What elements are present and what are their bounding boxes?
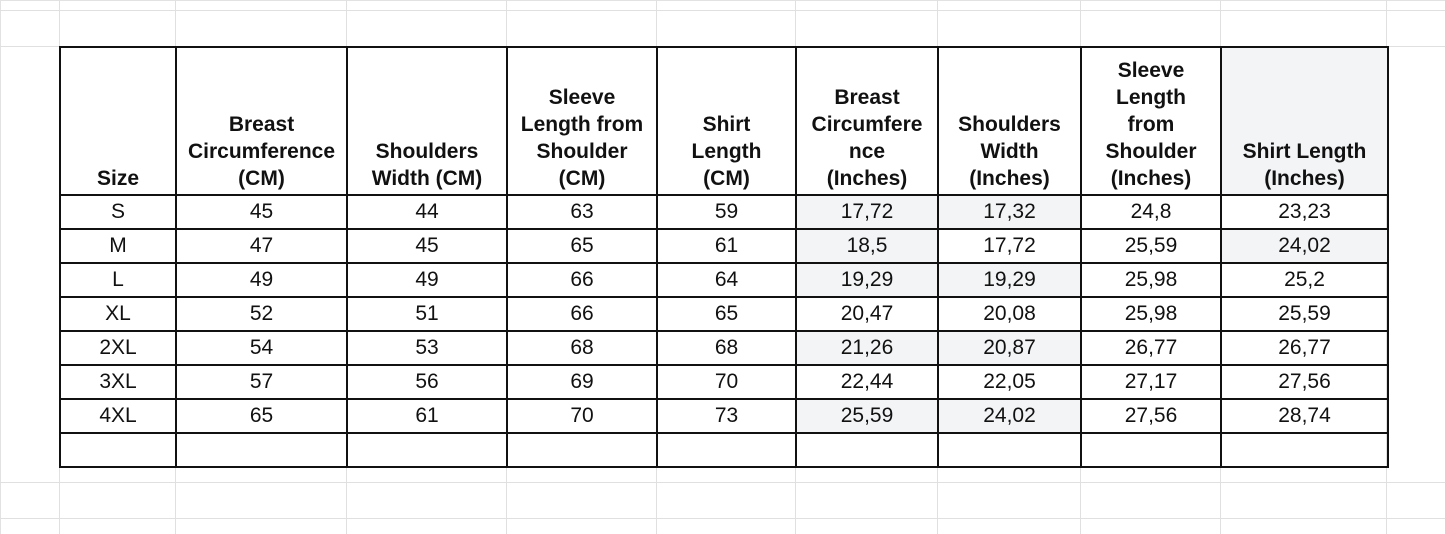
table-row [60,365,1388,399]
header-shirt-length-inches[interactable]: Shirt Length (Inches) [1221,47,1388,195]
table-row [60,433,1388,467]
table-cell[interactable]: 70 [657,365,796,399]
header-breast-cm[interactable]: Breast Circumference (CM) [176,47,347,195]
table-cell[interactable]: 23,23 [1221,195,1388,229]
table-cell[interactable]: 65 [507,229,657,263]
table-cell[interactable]: 2XL [60,331,176,365]
table-cell[interactable]: S [60,195,176,229]
table-cell[interactable]: 51 [347,297,507,331]
table-cell[interactable] [1221,433,1388,467]
table-cell[interactable]: 22,05 [938,365,1081,399]
table-cell[interactable] [347,433,507,467]
table-cell[interactable]: 61 [657,229,796,263]
table-cell[interactable]: 27,56 [1221,365,1388,399]
table-cell[interactable] [176,433,347,467]
header-size[interactable]: Size [60,47,176,195]
gridline [0,482,1445,483]
table-row [60,195,1388,229]
table-cell[interactable]: 20,47 [796,297,938,331]
table-cell[interactable]: 68 [507,331,657,365]
table-cell[interactable]: 25,59 [796,399,938,433]
table-cell[interactable]: 24,02 [938,399,1081,433]
table-cell[interactable]: 49 [347,263,507,297]
table-cell[interactable]: 68 [657,331,796,365]
size-chart-table [59,46,1389,468]
table-cell[interactable] [1081,433,1221,467]
table-cell[interactable]: 65 [176,399,347,433]
table-cell[interactable]: 19,29 [938,263,1081,297]
gridline [0,10,1445,11]
table-cell[interactable]: 17,32 [938,195,1081,229]
table-row [60,297,1388,331]
header-shoulders-inches[interactable]: Shoulders Width (Inches) [938,47,1081,195]
table-cell[interactable]: 53 [347,331,507,365]
header-shoulders-cm[interactable]: Shoulders Width (CM) [347,47,507,195]
table-cell[interactable]: M [60,229,176,263]
header-breast-inches[interactable]: Breast Circumfere nce (Inches) [796,47,938,195]
table-cell[interactable]: 47 [176,229,347,263]
header-shirt-length-cm[interactable]: Shirt Length (CM) [657,47,796,195]
table-cell[interactable]: 28,74 [1221,399,1388,433]
table-cell[interactable]: 64 [657,263,796,297]
table-cell[interactable]: L [60,263,176,297]
header-sleeve-inches[interactable]: Sleeve Length from Shoulder (Inches) [1081,47,1221,195]
table-cell[interactable] [60,433,176,467]
table-cell[interactable]: 4XL [60,399,176,433]
table-cell[interactable]: 25,59 [1081,229,1221,263]
table-cell[interactable] [938,433,1081,467]
table-cell[interactable]: 26,77 [1081,331,1221,365]
gridline [0,518,1445,519]
table-cell[interactable]: 70 [507,399,657,433]
table-cell[interactable]: 66 [507,297,657,331]
table-row [60,229,1388,263]
table-cell[interactable]: 25,2 [1221,263,1388,297]
table-cell[interactable]: 65 [657,297,796,331]
table-cell[interactable]: 3XL [60,365,176,399]
table-row [60,331,1388,365]
table-cell[interactable] [507,433,657,467]
table-row [60,399,1388,433]
table-cell[interactable]: 25,98 [1081,263,1221,297]
table-cell[interactable]: 24,02 [1221,229,1388,263]
table-cell[interactable]: 22,44 [796,365,938,399]
table-cell[interactable]: 44 [347,195,507,229]
table-cell[interactable]: 18,5 [796,229,938,263]
table-cell[interactable]: 63 [507,195,657,229]
table-cell[interactable]: 21,26 [796,331,938,365]
table-cell[interactable]: 24,8 [1081,195,1221,229]
table-cell[interactable]: 49 [176,263,347,297]
table-cell[interactable] [657,433,796,467]
table-cell[interactable]: 27,17 [1081,365,1221,399]
table-cell[interactable]: 59 [657,195,796,229]
table-cell[interactable]: 69 [507,365,657,399]
table-cell[interactable]: 66 [507,263,657,297]
table-cell[interactable]: 45 [176,195,347,229]
table-cell[interactable]: 73 [657,399,796,433]
table-cell[interactable]: XL [60,297,176,331]
table-cell[interactable]: 25,59 [1221,297,1388,331]
table-cell[interactable]: 27,56 [1081,399,1221,433]
table-cell[interactable] [796,433,938,467]
table-cell[interactable]: 54 [176,331,347,365]
header-sleeve-cm[interactable]: Sleeve Length from Shoulder (CM) [507,47,657,195]
table-cell[interactable]: 17,72 [796,195,938,229]
table-cell[interactable]: 45 [347,229,507,263]
table-cell[interactable]: 56 [347,365,507,399]
table-cell[interactable]: 57 [176,365,347,399]
table-cell[interactable]: 25,98 [1081,297,1221,331]
table-cell[interactable]: 20,87 [938,331,1081,365]
table-cell[interactable]: 19,29 [796,263,938,297]
table-cell[interactable]: 26,77 [1221,331,1388,365]
table-cell[interactable]: 20,08 [938,297,1081,331]
table-cell[interactable]: 61 [347,399,507,433]
table-cell[interactable]: 17,72 [938,229,1081,263]
table-row [60,263,1388,297]
header-row [60,47,1388,195]
table-cell[interactable]: 52 [176,297,347,331]
